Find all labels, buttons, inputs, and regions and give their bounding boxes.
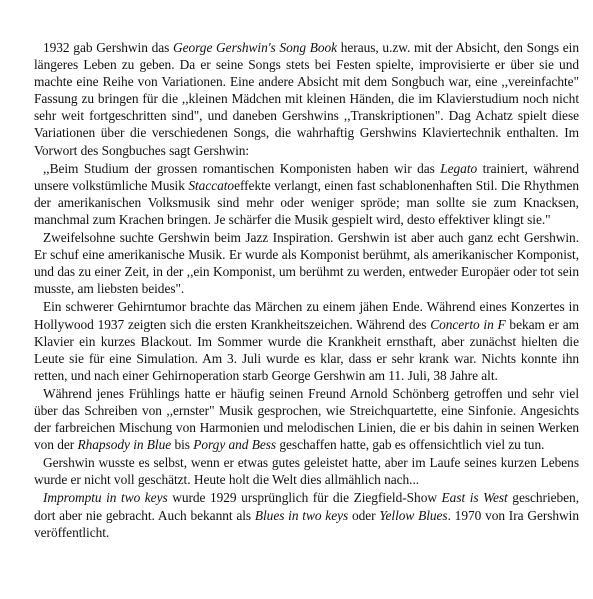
body-text: heraus, u.zw. mit der Absicht, den Songs ein längeres Leben zu geben. Da er seine Songs stets bei Festen spielte, improvisierte er über sie und machte eine Reihe von Variationen. Eine andere Absicht mit dem Songbuch war, eine ,,vereinfachte" Fassung zu bringen für die ,,kleinen Mädchen mit kleinen Händen, die im Klavierstudium noch nicht sehr weit fortgeschritten sind", und daneben Gershwins ,,Transkriptionen". Dag Achatz spielt diese Variationen über die verschiedenen Songs, die wahrhaftig Gershwins Klaviertechnik enthalten. Im Vorwort des Songbuches sagt Gershwin: (34, 40, 579, 158)
body-text: Während jenes Frühlings hatte er häufig seinen Freund Arnold Schönberg getroffen und sehr viel über das Schreiben von ,,ernster" Musik gesprochen, wie Streichquartette, eine Sinfonie. Angesichts der farbreichen Mischung von Harmonien und melodischen Linien, die er bis dahin in seinen Werken von der (34, 385, 579, 453)
body-text: wurde 1929 ursprünglich für die Ziegfield-Show (167, 490, 442, 506)
paragraph-impromptu (34, 489, 579, 540)
italic-title-text: Blues in two keys (254, 507, 349, 523)
body-text: geschrieben, dort aber nie gebracht. Auch bekannt als (34, 490, 579, 523)
paragraph-jazz-inspiration (34, 229, 579, 297)
body-text: oder (348, 507, 380, 523)
body-text: . 1970 von Ira Gershwin veröffentlicht. (34, 507, 579, 540)
paragraph-brain-tumor (34, 298, 579, 383)
paragraph-song-book (34, 39, 579, 159)
body-text: effekte verlangt, einen fast schablonenhaften Stil. Die Rhythmen der amerikanischen Volksmusik sind mehr oder weniger spröde; man sollte sie zum Knacksen, manchmal zum Krachen bringen. Je schärfer die Musik gespielt wird, desto effektiver klingt sie." (34, 177, 579, 227)
italic-title-text: Staccato (188, 177, 235, 193)
italic-title-text: Concerto in F (430, 316, 506, 332)
body-text: bis (171, 437, 194, 453)
paragraph-legacy (34, 454, 579, 488)
paragraph-gershwin-quote (34, 160, 579, 228)
body-text: bekam er am Klavier ein kurzes Blackout. Im Sommer wurde die Krankheit ernsthaft, aber zunächst hielten die Leute sie für eine Simulation. Am 3. Juli wurde es klar, dass er sehr krank war. Nichts konnte ihn retten, und nach einer Gehirnoperation starb George Gershwin am 11. Juli, 38 Jahre alt. (34, 316, 579, 383)
paragraph-schoenberg (34, 385, 579, 453)
body-text: Zweifelsohne suchte Gershwin beim Jazz Inspiration. Gershwin ist aber auch ganz echt Gershwin. Er schuf eine amerikanische Musik. Er wurde als Komponist berühmt, als amerikanischer Komponist, und das zu einer Zeit, in der ,,ein Komponist, um berühmt zu werden, entweder Europäer oder tot sein musste, am liebsten beides". (34, 230, 579, 297)
italic-title-text: Legato (440, 160, 478, 176)
italic-title-text: Rhapsody in Blue (77, 437, 172, 453)
italic-title-text: Yellow Blues (379, 507, 448, 523)
body-text: ,,Beim Studium der grossen romantischen Komponisten haben wir das (43, 160, 441, 176)
body-text: Gershwin wusste es selbst, wenn er etwas gutes geleistet hatte, aber im Laufe seines kurzen Lebens wurde er nicht voll geschätzt. Heute holt die Welt dies allmählich nach... (34, 455, 579, 488)
body-text: trainiert, während unsere volkstümliche Musik (34, 160, 580, 193)
body-text: geschaffen hatte, gab es offensichtlich viel zu tun. (276, 437, 545, 453)
italic-title-text: East is West (441, 490, 508, 506)
body-text: 1932 gab Gershwin das (43, 40, 173, 55)
italic-title-text: Impromptu in two keys (43, 490, 168, 506)
body-text: Ein schwerer Gehirntumor brachte das Märchen zu einem jähen Ende. Während eines Konzertes in Hollywood 1937 zeigten sich die ersten Krankheitszeichen. Während des (34, 299, 579, 332)
italic-title-text: Porgy and Bess (193, 437, 277, 453)
italic-title-text: George Gershwin's Song Book (172, 40, 338, 55)
